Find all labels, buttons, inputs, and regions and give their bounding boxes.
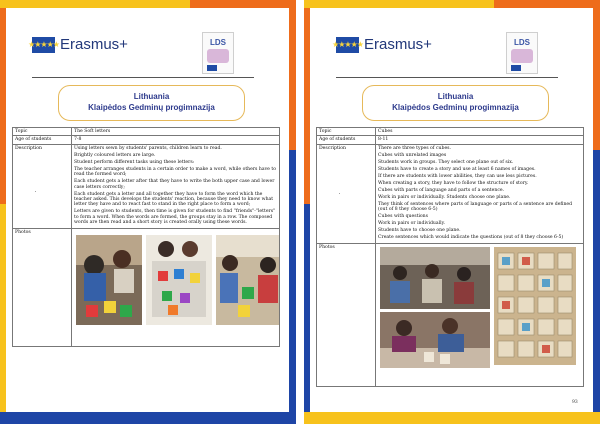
description-line: Letters are given to students, then time is given for students to find "friends"-"letters" to form a word. When the words are formed, the groups stay in a row. The composed words are then read and a short story is created orally using these words.	[74, 209, 276, 226]
photos-label: Photos .	[13, 229, 72, 347]
school-title-box	[58, 85, 245, 121]
photos-cell	[72, 229, 280, 347]
photo-letters-on-mat	[146, 235, 212, 325]
description-line: Work in pairs or individually. Students choose one plane.	[378, 194, 511, 200]
bottom-border-blue	[0, 412, 296, 424]
top-border-orange	[190, 0, 296, 8]
top-border-orange	[494, 0, 600, 8]
description-line: Work in pairs or individually.	[378, 221, 446, 227]
photos-label: Photos .	[317, 244, 376, 387]
top-border-yellow	[0, 0, 190, 8]
description-label: Description	[317, 144, 376, 243]
photo-children-letters-floor	[76, 235, 142, 325]
top-border-yellow	[304, 0, 494, 8]
lds-logo	[202, 32, 234, 74]
right-border-blue	[593, 150, 600, 424]
table-row-age	[317, 136, 584, 144]
description-line: Cubes with unrelated images	[378, 152, 447, 158]
lds-logo-art	[207, 49, 229, 63]
table-row-photos	[13, 229, 280, 347]
lds-logo-text: LDS	[514, 38, 530, 47]
erasmus-logo	[28, 36, 128, 53]
erasmus-brand: Erasmus+	[60, 36, 128, 53]
description-line: Each student gets a letter after that they have to write the both upper case and lower case letters correctly;	[74, 179, 275, 190]
topic-label: Topic	[317, 128, 376, 136]
photos-label-text: Photos	[319, 245, 335, 251]
photo-students-with-cubes	[380, 312, 490, 368]
description-line: Cubes with parts of language and parts of a sentence.	[378, 187, 505, 193]
description-line: There are three types of cubes.	[378, 145, 451, 151]
erasmus-logo	[332, 36, 432, 53]
header-divider	[336, 77, 558, 78]
topic-value: The Soft letters	[72, 128, 280, 136]
lds-logo-text: LDS	[210, 38, 226, 47]
photos-label-text: Photos	[15, 230, 31, 236]
photo-picture-cubes	[494, 247, 576, 365]
description-line: Create sentences which would indicate the questions (out of 8 they choose 6-5)	[378, 235, 564, 241]
photo-students-circle	[216, 235, 280, 325]
school-title-box	[362, 85, 549, 121]
description-line: If there are students with lower abilities, they can use less pictures.	[378, 173, 537, 179]
photo-classroom-group	[380, 247, 490, 309]
right-border-orange	[289, 0, 296, 150]
description-line: When creating a story, they have to follow the structure of story.	[378, 180, 529, 186]
topic-label: Topic	[13, 128, 72, 136]
lds-eu-flag-icon	[207, 65, 217, 71]
table-row-photos	[317, 244, 584, 387]
document-page-right	[304, 0, 600, 424]
description-line: The teacher arranges students in a certain order to make a word, while others have to read the formed word;	[74, 166, 276, 178]
page-number: 93	[572, 400, 578, 405]
age-value: 7-8	[72, 136, 280, 144]
description-line: Students have to create a story and use at least 6 names of images.	[378, 166, 536, 172]
description-text	[72, 144, 280, 228]
school-name: Klaipėdos Gedminų progimnazija	[88, 103, 215, 112]
activity-table	[12, 127, 280, 347]
country-title: Lithuania	[437, 92, 474, 101]
lds-eu-flag-icon	[511, 65, 521, 71]
table-row-topic	[13, 128, 280, 136]
erasmus-brand: Erasmus+	[364, 36, 432, 53]
table-row-age	[13, 136, 280, 144]
description-line: Brightly coloured letters are large.	[74, 152, 156, 158]
description-line: They think of sentences where parts of language or parts of a sentence are defined (out of 8 they choose 6-5)	[378, 201, 573, 213]
country-title: Lithuania	[133, 92, 170, 101]
eu-flag-icon: ★★★★★	[336, 37, 359, 53]
lds-logo	[506, 32, 538, 74]
description-line: Each student gets a letter and all together they have to form the word which the teacher asked. This develops the students' reaction, because they need to know what letter they have and to react fast to stand in the right place to form a word;	[74, 191, 274, 208]
age-value: 8-11	[376, 136, 584, 144]
lds-logo-art	[511, 49, 533, 63]
header-divider	[32, 77, 254, 78]
table-row-topic	[317, 128, 584, 136]
description-line: Student perform different tasks using these letters:	[74, 159, 195, 165]
photos-cell	[376, 244, 584, 387]
table-row-description	[13, 144, 280, 228]
bottom-border-yellow	[304, 412, 600, 424]
topic-value: Cubes	[376, 128, 584, 136]
description-line: Students have to choose one plane.	[378, 228, 461, 234]
right-border-blue	[289, 150, 296, 424]
eu-flag-icon: ★★★★★	[32, 37, 55, 53]
description-line: Cubes with questions	[378, 214, 428, 220]
right-border-orange	[593, 0, 600, 150]
age-label: Age of students	[13, 136, 72, 144]
document-page-left	[0, 0, 296, 424]
activity-table	[316, 127, 584, 387]
school-name: Klaipėdos Gedminų progimnazija	[392, 103, 519, 112]
description-text	[376, 144, 584, 243]
description-line: Students work in groups. They select one plane out of six.	[378, 159, 514, 165]
age-label: Age of students	[317, 136, 376, 144]
table-row-description	[317, 144, 584, 243]
description-line: Using letters sewn by students' parents, children learn to read.	[74, 145, 222, 151]
description-label: Description	[13, 144, 72, 228]
